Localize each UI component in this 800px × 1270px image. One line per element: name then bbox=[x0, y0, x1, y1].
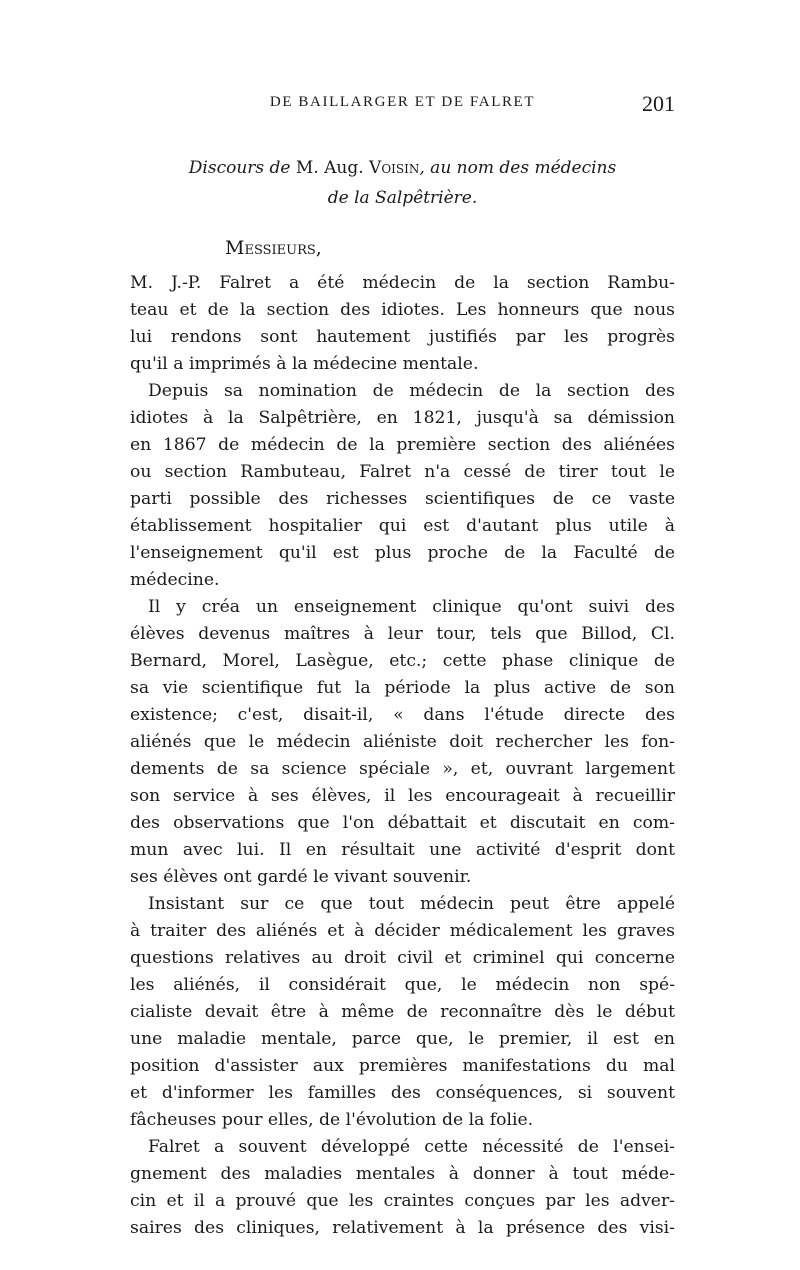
text-line: gnement des maladies mentales à donner à tout méde- bbox=[130, 1164, 675, 1184]
text-line: qu'il a imprimés à la médecine mentale. bbox=[130, 354, 479, 374]
text-line: existence; c'est, disait-il, « dans l'étude directe des bbox=[130, 705, 675, 725]
text-line: Il y créa un enseignement clinique qu'ont suivi des bbox=[148, 597, 675, 617]
text-line: Insistant sur ce que tout médecin peut être appelé bbox=[148, 894, 675, 914]
text-line: aliénés que le médecin aliéniste doit rechercher les fon- bbox=[130, 732, 675, 752]
text-line: l'enseignement qu'il est plus proche de la Faculté de bbox=[130, 543, 675, 563]
text-line: Falret a souvent développé cette nécessité de l'ensei- bbox=[148, 1137, 675, 1157]
text-line: teau et de la section des idiotes. Les honneurs que nous bbox=[130, 300, 675, 320]
text-line: des observations que l'on débattait et discutait en com- bbox=[130, 813, 675, 833]
text-line: Depuis sa nomination de médecin de la section des bbox=[148, 381, 675, 401]
text-line: son service à ses élèves, il les encourageait à recueillir bbox=[130, 786, 675, 806]
speech-title-line-1 bbox=[130, 153, 675, 183]
text-line: les aliénés, il considérait que, le médecin non spé- bbox=[130, 975, 675, 995]
speech-title-prefix: Discours de bbox=[188, 158, 296, 178]
text-line: Bernard, Morel, Lasègue, etc.; cette phase clinique de bbox=[130, 651, 675, 671]
text-line: élèves devenus maîtres à leur tour, tels que Billod, Cl. bbox=[130, 624, 675, 644]
text-line: une maladie mentale, parce que, le premier, il est en bbox=[130, 1029, 675, 1049]
text-line: saires des cliniques, relativement à la présence des visi- bbox=[130, 1218, 675, 1238]
page-number: 201 bbox=[642, 91, 675, 116]
body-text bbox=[130, 270, 675, 1242]
text-line: idiotes à la Salpêtrière, en 1821, jusqu'à sa démission bbox=[130, 408, 675, 428]
text-line: cin et il a prouvé que les craintes conçues par les adver- bbox=[130, 1191, 675, 1211]
text-line: établissement hospitalier qui est d'autant plus utile à bbox=[130, 516, 675, 536]
speaker-name: Voisin bbox=[369, 158, 420, 178]
salutation: Messieurs, bbox=[225, 237, 322, 259]
text-line: parti possible des richesses scientifiques de ce vaste bbox=[130, 489, 675, 509]
speech-title-line-2: de la Salpêtrière. bbox=[327, 188, 478, 208]
text-line: questions relatives au droit civil et criminel qui concerne bbox=[130, 948, 675, 968]
text-line: ou section Rambuteau, Falret n'a cessé de tirer tout le bbox=[130, 462, 675, 482]
text-line: en 1867 de médecin de la première section des aliénées bbox=[130, 435, 675, 455]
text-line: sa vie scientifique fut la période la plus active de son bbox=[130, 678, 675, 698]
text-line: fâcheuses pour elles, de l'évolution de la folie. bbox=[130, 1110, 534, 1130]
text-line: position d'assister aux premières manifestations du mal bbox=[130, 1056, 675, 1076]
text-line: M. J.-P. Falret a été médecin de la section Rambu- bbox=[130, 273, 675, 293]
text-line: à traiter des aliénés et à décider médicalement les graves bbox=[130, 921, 675, 941]
speech-title-suffix: , au nom des médecins bbox=[419, 158, 617, 178]
text-line: ses élèves ont gardé le vivant souvenir. bbox=[130, 867, 472, 887]
speaker-initials: M. Aug. bbox=[295, 158, 370, 178]
text-line: mun avec lui. Il en résultait une activité d'esprit dont bbox=[130, 840, 675, 860]
text-line: lui rendons sont hautement justifiés par les progrès bbox=[130, 327, 675, 347]
running-title: DE BAILLARGER ET DE FALRET bbox=[269, 94, 536, 110]
speech-title bbox=[130, 153, 675, 213]
text-line: dements de sa science spéciale », et, ouvrant largement bbox=[130, 759, 675, 779]
text-line: médecine. bbox=[130, 570, 220, 590]
text-line: et d'informer les familles des conséquences, si souvent bbox=[130, 1083, 675, 1103]
running-head bbox=[130, 91, 675, 118]
text-line: cialiste devait être à même de reconnaître dès le début bbox=[130, 1002, 675, 1022]
